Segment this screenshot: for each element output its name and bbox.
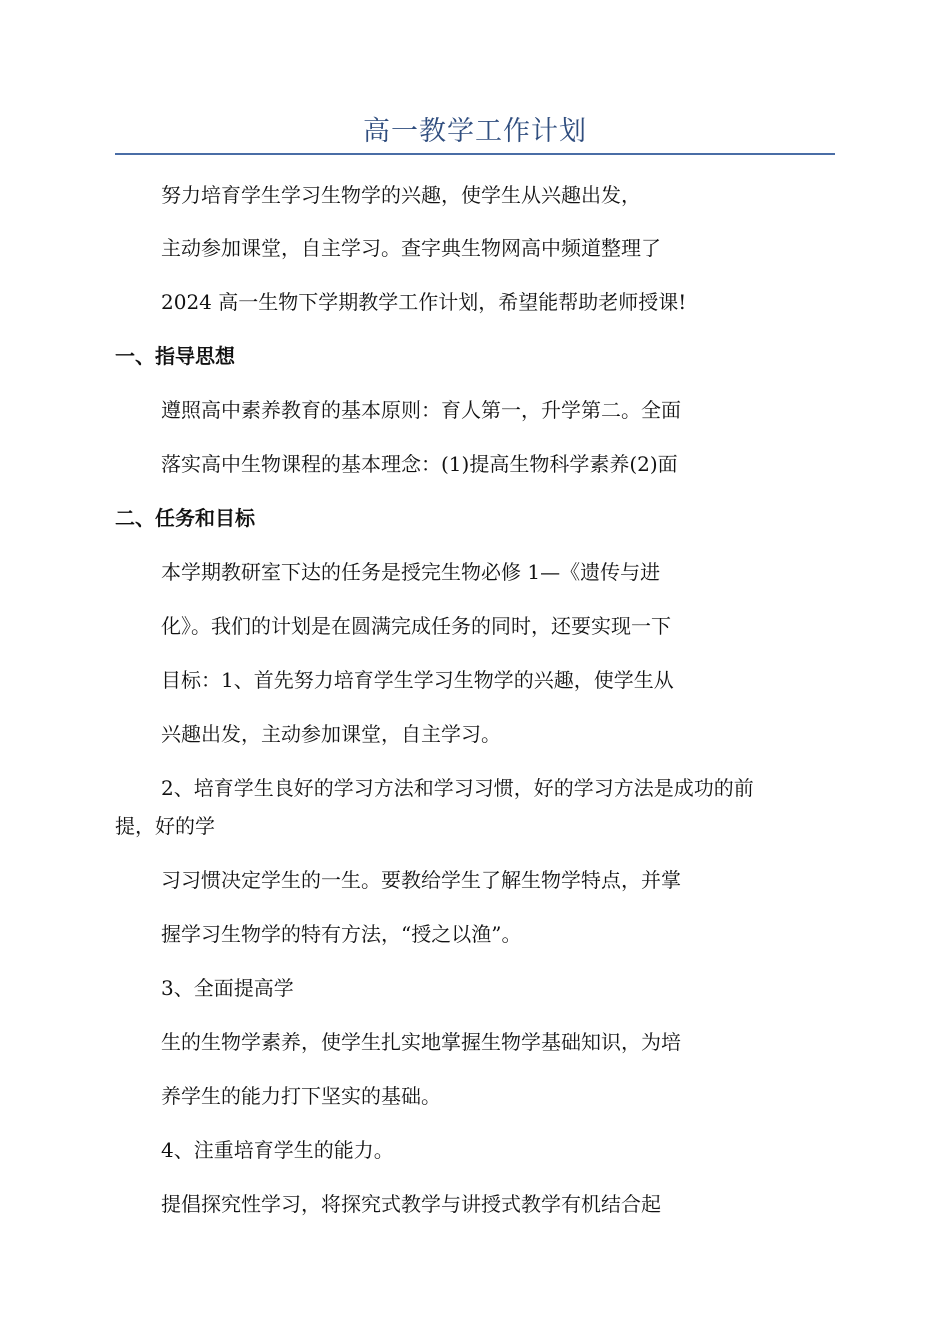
paragraph-line: 化》。我们的计划是在圆满完成任务的同时，还要实现一下 — [161, 614, 671, 638]
paragraph-line: 习习惯决定学生的一生。要教给学生了解生物学特点，并掌 — [161, 868, 681, 892]
intro-line: 努力培育学生学习生物学的兴趣，使学生从兴趣出发， — [161, 183, 641, 207]
paragraph-line: 兴趣出发，主动参加课堂，自主学习。 — [161, 722, 501, 746]
paragraph-line: 握学习生物学的特有方法，“授之以渔”。 — [161, 922, 522, 946]
document-title: 高一教学工作计划 — [363, 116, 587, 147]
section-heading: 一、指导思想 — [115, 344, 235, 368]
paragraph-line: 养学生的能力打下坚实的基础。 — [161, 1084, 441, 1108]
intro-line: 2024 高一生物下学期教学工作计划，希望能帮助老师授课! — [161, 290, 687, 314]
paragraph-line: 4、注重培育学生的能力。 — [161, 1138, 394, 1162]
paragraph-line: 落实高中生物课程的基本理念：(1)提高生物科学素养(2)面 — [161, 452, 678, 476]
paragraph-line: 遵照高中素养教育的基本原则：育人第一，升学第二。全面 — [161, 398, 681, 422]
paragraph-line: 提，好的学 — [115, 814, 215, 838]
paragraph-line: 3、全面提高学 — [161, 976, 294, 1000]
title-underline — [115, 153, 835, 155]
paragraph-line: 本学期教研室下达的任务是授完生物必修 1—《遗传与进 — [161, 560, 661, 584]
paragraph-line: 2、培育学生良好的学习方法和学习习惯，好的学习方法是成功的前 — [161, 776, 754, 800]
paragraph-line: 提倡探究性学习，将探究式教学与讲授式教学有机结合起 — [161, 1192, 661, 1216]
paragraph-line: 生的生物学素养，使学生扎实地掌握生物学基础知识，为培 — [161, 1030, 681, 1054]
intro-line: 主动参加课堂，自主学习。查字典生物网高中频道整理了 — [161, 236, 661, 260]
section-heading: 二、任务和目标 — [115, 506, 255, 530]
paragraph-line: 目标：1、首先努力培育学生学习生物学的兴趣，使学生从 — [161, 668, 674, 692]
